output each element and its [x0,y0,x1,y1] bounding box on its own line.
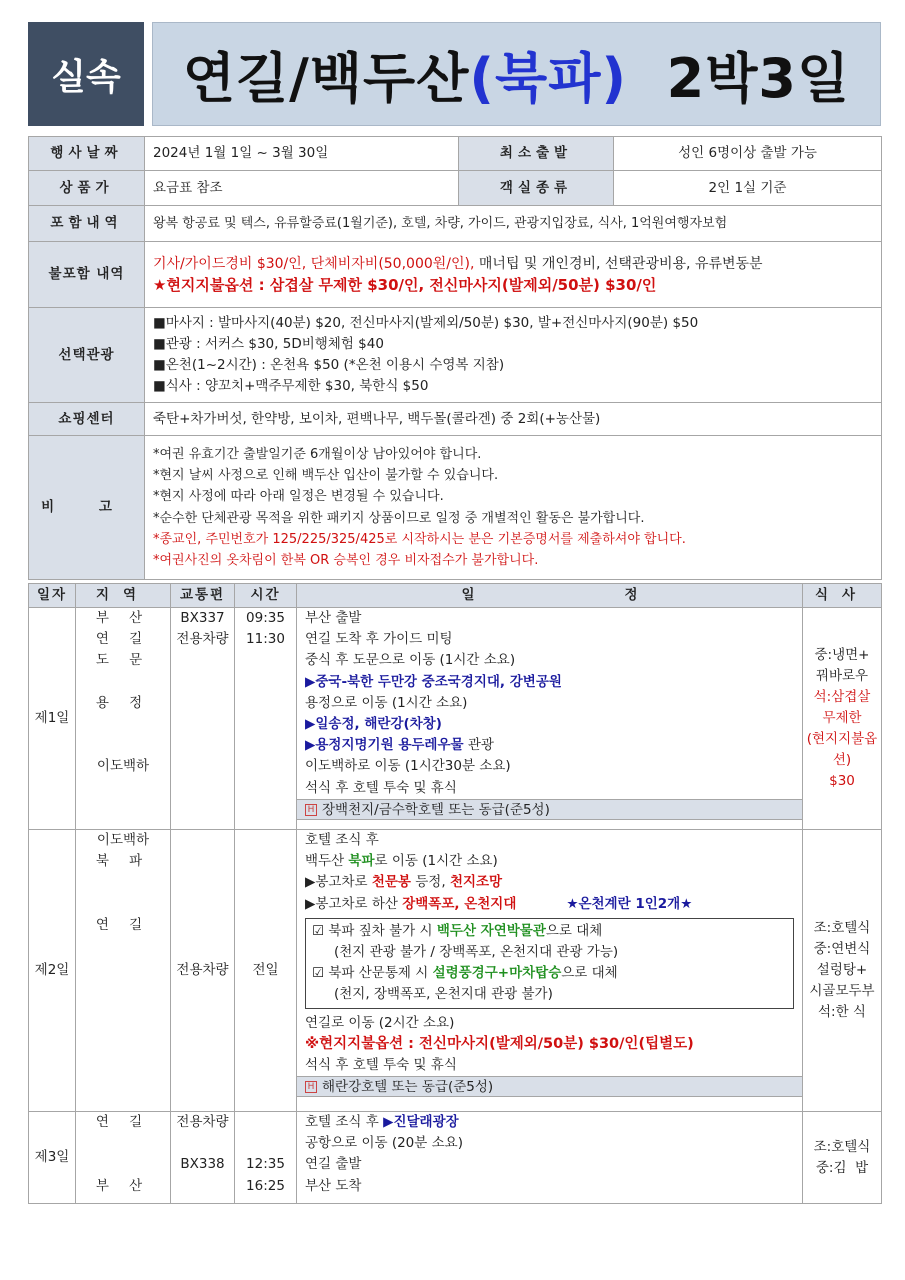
time-value [235,1112,296,1133]
excluded-label: 불포함 내역 [29,242,145,308]
optional-tour-list [145,308,882,403]
optional-tour-item: ■식사 : 양꼬치+맥주무제한 $30, 북한식 $50 [153,378,429,395]
excluded-value [145,242,882,308]
flight-number: BX338 [180,1156,225,1173]
day3-label: 제3일 [29,1112,76,1204]
title-end: 2박3일 [666,46,851,110]
itinerary-line: 관광 [463,737,494,754]
region-label [76,714,170,735]
meal-item: 중:냉면+ [814,647,870,663]
alt-line: ☑ 북파 산문통제 시 [312,965,433,982]
min-departure-label: 최소출발 [459,137,614,171]
itinerary-highlight: ▶진달래광장 [383,1114,459,1130]
itinerary-line: 용정으로 이동 (1시간 소요) [305,694,468,711]
day1-transport [171,608,235,830]
optional-tour-item: ■온천(1~2시간) : 온천욕 $50 (*온천 이용시 수영복 지참) [153,357,505,373]
note-item-warning: *여권사진의 옷차림이 한복 OR 승복인 경우 비자접수가 불가합니다. [153,552,539,568]
region-label [76,894,170,915]
itinerary-place: 장백폭포, 온천지대 [402,895,517,912]
shopping-label: 쇼핑센터 [29,403,145,436]
day1-row [29,608,882,830]
day3-times [235,1112,297,1204]
day3-meals [803,1112,882,1204]
region-label: 부 산 [95,1177,151,1194]
itinerary-line: 등정, [410,874,450,891]
day2-hotel [297,1076,802,1097]
col-header-day: 일자 [29,584,76,608]
region-label: 용 정 [95,694,151,711]
note-item: *순수한 단체관광 목적을 위한 패키지 상품이므로 일정 중 개별적인 활동은 불가합니다. [153,510,645,526]
room-type-label: 객실종류 [459,171,614,206]
hotel-icon: H [305,1081,317,1093]
page-title [152,22,881,126]
meal-item: 꿔바로우 [815,668,869,684]
day1-hotel [297,799,802,820]
col-header-time: 시간 [235,584,297,608]
meal-item-option: $30 [829,773,855,789]
optional-tour-label: 선택관광 [29,308,145,403]
date-label: 행사날짜 [29,137,145,171]
day2-meals [803,830,882,1112]
day1-label: 제1일 [29,608,76,830]
time-value: 12:35 [246,1156,285,1173]
alt-line: (천지 관광 불가 / 장백폭포, 온천지대 관광 가능) [334,943,619,960]
transport-type [171,1176,234,1197]
alternative-plan-box [305,918,794,1009]
region-label: 이도백하 [96,832,150,848]
region-label: 도 문 [95,652,151,669]
note-item-warning: *종교인, 주민번호가 125/225/325/425로 시작하시는 분은 기본증명서를 제출하셔야 합니다. [153,531,686,547]
time-value: 09:35 [246,610,285,626]
optional-tour-item: ■관광 : 서커스 $30, 5D비행체험 $40 [153,335,384,352]
included-value: 왕복 항공료 및 텍스, 유류할증료(1월기준), 호텔, 차량, 가이드, 관광지입장료, 식사, 1억원여행자보험 [145,206,882,242]
day3-itinerary [297,1112,803,1204]
day2-row [29,830,882,1112]
region-label: 이도백하 [96,758,150,775]
itinerary-line: 석식 후 호텔 투숙 및 휴식 [305,1056,457,1073]
note-item: *여권 유효기간 출발일기준 6개월이상 남아있어야 합니다. [153,446,482,462]
itinerary-line: 호텔 조식 후 [305,832,379,848]
itinerary-table [28,583,882,1204]
notes-label: 비 고 [29,436,145,580]
itinerary-line: ▶봉고차로 [305,874,372,891]
day1-regions [76,608,171,830]
day2-itinerary [297,830,803,1112]
alt-place: 설령풍경구+마차탑승 [432,965,562,982]
transport-type: 전용차량 [176,631,229,648]
region-label [76,672,170,693]
itinerary-line: 로 이동 (1시간 소요) [374,853,498,870]
itinerary-highlight: ▶일송정, 해란강(차창) [305,715,442,732]
region-label [76,1154,170,1175]
title-paren: (북파) [469,46,628,110]
alt-line: ☑ 북파 짚차 불가 시 [312,922,437,939]
day2-label: 제2일 [29,830,76,1112]
itinerary-place: 북파 [348,853,375,870]
region-label: 연 길 [95,631,151,648]
hotel-name: 해란강호텔 또는 동급(준5성) [322,1079,494,1096]
min-departure-value: 성인 6명이상 출발 가능 [614,137,882,171]
itinerary-place: 천문봉 [371,874,411,891]
room-type-value: 2인 1실 기준 [614,171,882,206]
itinerary-highlight: ▶용정지명기원 용두레우물 [305,737,464,754]
itinerary-line: 연길 출발 [305,1156,362,1173]
day3-regions [76,1112,171,1204]
meal-item: 조:호텔식 [813,1138,871,1155]
itinerary-line: 백두산 [305,853,349,870]
included-label: 포함내역 [29,206,145,242]
itinerary-highlight: ▶중국-북한 두만강 중조국경지대, 강변공원 [305,673,562,690]
day1-itinerary [297,608,803,830]
day1-times [235,608,297,830]
region-label [76,872,170,893]
region-label: 연 길 [95,1114,151,1130]
meal-item: 석:한 식 [818,1004,866,1020]
col-header-itinerary: 일정 [297,584,803,608]
itinerary-line: 중식 후 도문으로 이동 (1시간 소요) [305,652,516,669]
itinerary-line: 호텔 조식 후 [305,1114,384,1130]
meal-item-option: 무제한 [822,710,862,726]
hotel-name: 장백천지/금수학호텔 또는 동급(준5성) [322,801,550,818]
flight-number: BX337 [180,610,225,626]
meal-item: 설렁탕+ [816,962,868,978]
alt-line: 으로 대체 [545,922,603,939]
region-label: 부 산 [95,610,151,626]
col-header-transport: 교통편 [171,584,235,608]
alt-place: 백두산 자연박물관 [436,922,546,939]
day3-row [29,1112,882,1204]
page-header [28,22,881,126]
excluded-rest-text: 매너팁 및 개인경비, 선택관광비용, 유류변동분 [474,255,763,272]
time-value: 11:30 [246,631,285,648]
bonus-note: ★온천계란 1인2개★ [566,895,693,912]
note-item: *현지 사정에 따라 아래 일정은 변경될 수 있습니다. [153,489,444,505]
day2-transport: 전용차량 [171,830,235,1112]
transport-type: 전용차량 [176,1114,229,1130]
title-main: 연길/백두산 [182,46,470,110]
meal-item: 시골모두부 [809,983,875,999]
shopping-value: 죽탄+차가버섯, 한약방, 보이차, 편백나무, 백두몰(콜라겐) 중 2회(+농산물) [145,403,882,436]
col-header-region: 지역 [76,584,171,608]
meal-item: 중:연변식 [813,941,871,957]
itinerary-line: 이도백하로 이동 (1시간30분 소요) [305,758,511,775]
meal-item: 조:호텔식 [813,920,871,936]
local-option-note: ※현지지불옵션 : 전신마사지(발제외/50분) $30/인(팁별도) [305,1035,694,1052]
excluded-red-text: 기사/가이드경비 $30/인, 단체비자비(50,000원/인), [153,255,475,272]
optional-tour-item: ■마사지 : 발마사지(40분) $20, 전신마사지(발제외/50분) $30, 발+전신마사지(90분) $50 [153,314,699,331]
region-label: 연 길 [95,916,151,933]
col-header-meal: 식사 [803,584,882,608]
day2-regions [76,830,171,1112]
itinerary-line: 부산 출발 [305,610,362,626]
itinerary-place: 천지조망 [449,874,503,891]
hotel-icon: H [305,804,317,816]
time-value [235,1133,296,1154]
itinerary-line: 부산 도착 [305,1177,362,1194]
note-item: *현지 날씨 사정으로 인해 백두산 입산이 불가할 수 있습니다. [153,468,499,484]
day3-transport [171,1112,235,1204]
region-label: 북 파 [95,853,151,870]
alt-line: (천지, 장백폭포, 온천지대 관광 불가) [334,986,553,1003]
transport-type [171,1133,234,1154]
notes-list [145,436,882,580]
itinerary-line: 공항으로 이동 (20분 소요) [305,1135,463,1152]
alt-line: 으로 대체 [561,965,618,982]
meal-item-option: 석:삼겹살 [813,689,871,705]
region-label [76,1133,170,1154]
region-label [76,735,170,756]
day1-meals [803,608,882,830]
meal-item-option: (현지지불옵션) [806,731,878,768]
itinerary-line: 연길 도착 후 가이드 미팅 [305,631,453,648]
meal-item: 중:김 밥 [815,1159,869,1176]
itinerary-line: 석식 후 호텔 투숙 및 휴식 [305,779,457,796]
price-label: 상품가 [29,171,145,206]
category-badge: 실속 [28,22,144,126]
excluded-local-option: ★현지지불옵션 : 삼겹살 무제한 $30/인, 전신마사지(발제외/50분) $30/인 [153,275,657,294]
time-value: 16:25 [246,1177,285,1194]
day2-time: 전일 [235,830,297,1112]
date-value: 2024년 1월 1일 ~ 3월 30일 [145,137,459,171]
itinerary-line: ▶봉고차로 하산 [305,895,403,912]
itinerary-line: 연길로 이동 (2시간 소요) [305,1014,455,1031]
price-value: 요금표 참조 [145,171,459,206]
product-info-table [28,136,882,580]
